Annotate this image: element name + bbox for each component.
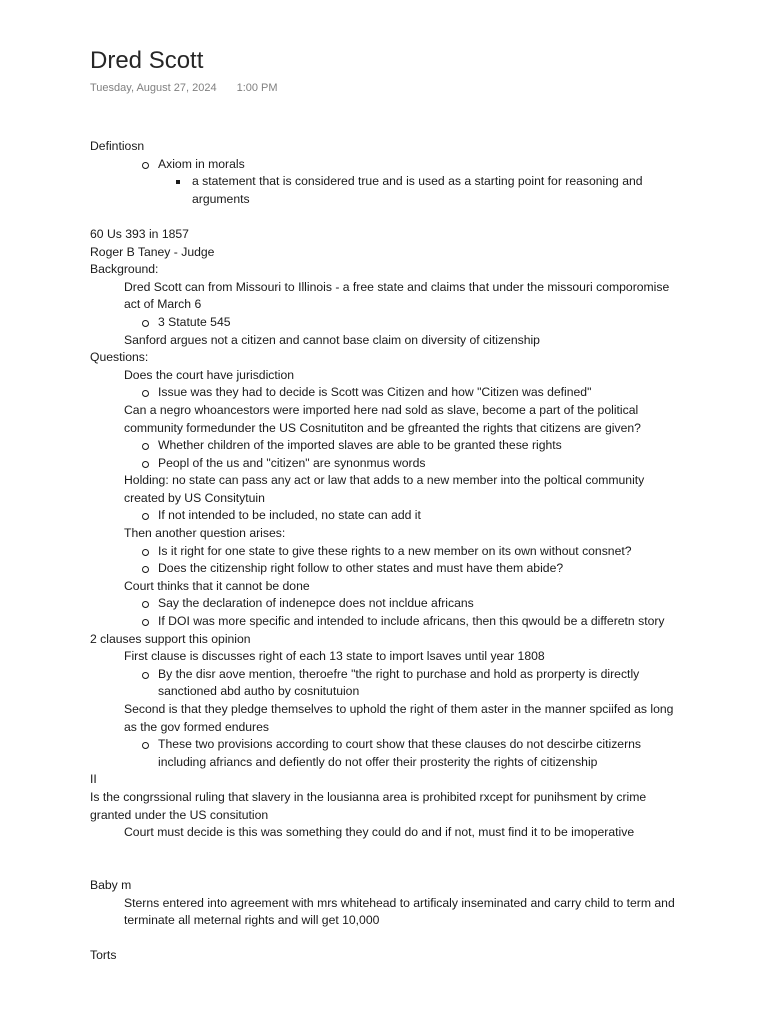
outline-line [90, 525, 680, 543]
outline-line-text: Then another question arises: [124, 526, 286, 541]
outline-line-text: Baby m [90, 877, 132, 892]
outline-line [90, 560, 680, 578]
outline-line-text: Is the congrssional ruling that slavery in the lousianna area is prohibited rxcept for punihsment by crime granted under the US consitution [90, 789, 647, 822]
outline-line-text: First clause is discusses right of each 13 state to import lsaves until year 1808 [124, 649, 545, 664]
outline-line-text: Sanford argues not a citizen and cannot base claim on diversity of citizenship [124, 332, 540, 347]
outline-line [90, 173, 680, 208]
hollow-circle-bullet-icon [142, 549, 149, 556]
outline-line-text: Is it right for one state to give these rights to a new member on its own without consnet? [158, 543, 632, 558]
outline-line-text: Whether children of the imported slaves are able to be granted these rights [158, 438, 562, 453]
outline-line [90, 613, 680, 631]
outline-line-text: Peopl of the us and "citizen" are synonmus words [158, 455, 426, 470]
outline-line-text: Court thinks that it cannot be done [124, 578, 310, 593]
outline-line-text: Can a negro whoancestors were imported here nad sold as slave, become a part of the political community formedunder the US Cosnitutiton and be gfreanted the rights that citizens are given? [124, 402, 641, 435]
hollow-circle-bullet-icon [142, 566, 149, 573]
outline-line-text: 2 clauses support this opinion [90, 631, 251, 646]
hollow-circle-bullet-icon [142, 513, 149, 520]
hollow-circle-bullet-icon [142, 390, 149, 397]
outline-line [90, 472, 680, 507]
hollow-circle-bullet-icon [142, 601, 149, 608]
outline-line [90, 895, 680, 930]
outline-line [90, 349, 680, 367]
square-bullet-icon [176, 180, 180, 184]
outline-line-text: Torts [90, 948, 117, 963]
outline-line-text: 3 Statute 545 [158, 314, 231, 329]
outline-line-text: Second is that they pledge themselves to uphold the right of them aster in the manner spciifed as long as the gov formed endures [124, 702, 674, 734]
outline-line-text: Background: [90, 262, 159, 277]
hollow-circle-bullet-icon [142, 619, 149, 626]
outline-line-text: Holding: no state can pass any act or law that adds to a new member into the poltical community created by US Consitytuin [124, 473, 645, 505]
outline-line-text: a statement that is considered true and is used as a starting point for reasoning and arguments [192, 174, 643, 206]
outline-line [90, 631, 680, 649]
outline-line [90, 279, 680, 314]
outline-line [90, 244, 680, 262]
outline-line [90, 384, 680, 402]
outline-line-text: Say the declaration of indenepce does not incldue africans [158, 596, 474, 611]
hollow-circle-bullet-icon [142, 162, 149, 169]
outline-line [90, 138, 680, 156]
outline-line-text: If DOI was more specific and intended to include africans, then this qwould be a differetn story [158, 614, 665, 629]
hollow-circle-bullet-icon [142, 742, 149, 749]
outline-line [90, 877, 680, 895]
outline-line [90, 543, 680, 561]
hollow-circle-bullet-icon [142, 672, 149, 679]
outline-line-text: Axiom in morals [158, 156, 245, 171]
outline-line [90, 736, 680, 771]
outline-line-text: If not intended to be included, no state can add it [158, 508, 421, 523]
outline-line-text: Issue was they had to decide is Scott was Citizen and how "Citizen was defined" [158, 385, 592, 400]
outline-line-text: By the disr aove mention, theroefre "the right to purchase and hold as prorperty is directly sanctioned abd autho by cosnitutuion [158, 666, 640, 699]
outline-line [90, 332, 680, 350]
outline-line [90, 402, 680, 437]
outline-line [90, 648, 680, 666]
note-title[interactable]: Dred Scott [90, 47, 204, 74]
outline-line [90, 595, 680, 613]
outline-line-text: Defintiosn [90, 139, 145, 153]
outline-line [90, 947, 680, 965]
note-body[interactable] [90, 138, 680, 965]
outline-line-text: Court must decide is this was something they could do and if not, must find it to be imoperative [124, 825, 635, 840]
note-date: Tuesday, August 27, 2024 [90, 82, 217, 94]
outline-line-text: Does the court have jurisdiction [124, 367, 295, 382]
outline-line-text: Sterns entered into agreement with mrs whitehead to artificaly inseminated and carry child to term and terminate all meternal rights and will get 10,000 [124, 895, 675, 928]
outline-line [90, 437, 680, 455]
outline-line [90, 771, 680, 789]
blank-line [90, 859, 680, 877]
outline-line-text: These two provisions according to court show that these clauses do not descirbe citizerns including afriancs and defiently do not offer their prosterity the rights of citizenship [158, 737, 642, 769]
outline-line [90, 824, 680, 842]
outline-line [90, 789, 680, 824]
hollow-circle-bullet-icon [142, 461, 149, 468]
outline-line [90, 455, 680, 473]
note-timestamp [90, 82, 278, 94]
outline-line-text: Dred Scott can from Missouri to Illinois - a free state and claims that under the missouri comporomise act of March 6 [124, 279, 670, 312]
outline-line [90, 578, 680, 596]
blank-line [90, 930, 680, 948]
outline-line-text: Questions: [90, 350, 149, 365]
outline-line [90, 701, 680, 736]
outline-line-text: 60 Us 393 in 1857 [90, 226, 189, 241]
hollow-circle-bullet-icon [142, 320, 149, 327]
outline-line [90, 314, 680, 332]
outline-line [90, 156, 680, 174]
outline-line [90, 507, 680, 525]
hollow-circle-bullet-icon [142, 443, 149, 450]
outline-line-text: Roger B Taney - Judge [90, 244, 215, 259]
outline-line [90, 261, 680, 279]
outline-line-text: II [90, 772, 97, 787]
outline-line-text: Does the citizenship right follow to other states and must have them abide? [158, 561, 564, 576]
outline-line [90, 226, 680, 244]
blank-line [90, 842, 680, 860]
outline-line [90, 367, 680, 385]
outline-line [90, 666, 680, 701]
note-time: 1:00 PM [236, 82, 278, 94]
blank-line [90, 208, 680, 226]
